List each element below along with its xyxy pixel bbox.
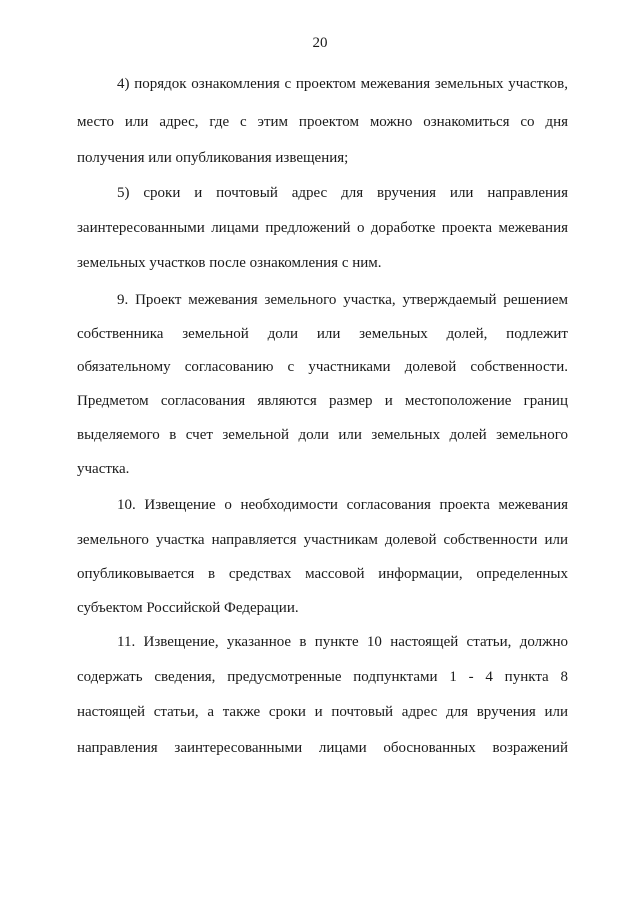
text-line: 11. Извещение, указанное в пункте 10 настоящей статьи, должно xyxy=(117,634,568,650)
text-line: субъектом Российской Федерации. xyxy=(77,600,299,616)
text-line: получения или опубликования извещения; xyxy=(77,150,349,166)
text-line: земельных участков после ознакомления с ним. xyxy=(77,255,382,271)
text-line: заинтересованными лицами предложений о доработке проекта межевания xyxy=(77,220,568,236)
text-line: 5) сроки и почтовый адрес для вручения или направления xyxy=(117,185,568,201)
text-line: опубликовывается в средствах массовой информации, определенных xyxy=(77,566,568,582)
text-line: 9. Проект межевания земельного участка, утверждаемый решением xyxy=(117,292,568,308)
text-line: участка. xyxy=(77,461,130,477)
text-line: содержать сведения, предусмотренные подпунктами 1 - 4 пункта 8 xyxy=(77,669,568,685)
text-line: Предметом согласования являются размер и местоположение границ xyxy=(77,393,568,409)
text-line: земельного участка направляется участникам долевой собственности или xyxy=(77,532,568,548)
text-line: место или адрес, где с этим проектом можно ознакомиться со дня xyxy=(77,114,568,130)
text-line: собственника земельной доли или земельных долей, подлежит xyxy=(77,326,568,342)
page-number: 20 xyxy=(312,35,328,51)
text-line: направления заинтересованными лицами обоснованных возражений xyxy=(77,740,568,756)
text-line: 10. Извещение о необходимости согласования проекта межевания xyxy=(117,497,568,513)
text-line: обязательному согласованию с участниками долевой собственности. xyxy=(77,359,568,375)
text-line: настоящей статьи, а также сроки и почтовый адрес для вручения или xyxy=(77,704,568,720)
text-line: 4) порядок ознакомления с проектом межевания земельных участков, xyxy=(117,76,568,92)
text-line: выделяемого в счет земельной доли или земельных долей земельного xyxy=(77,427,568,443)
